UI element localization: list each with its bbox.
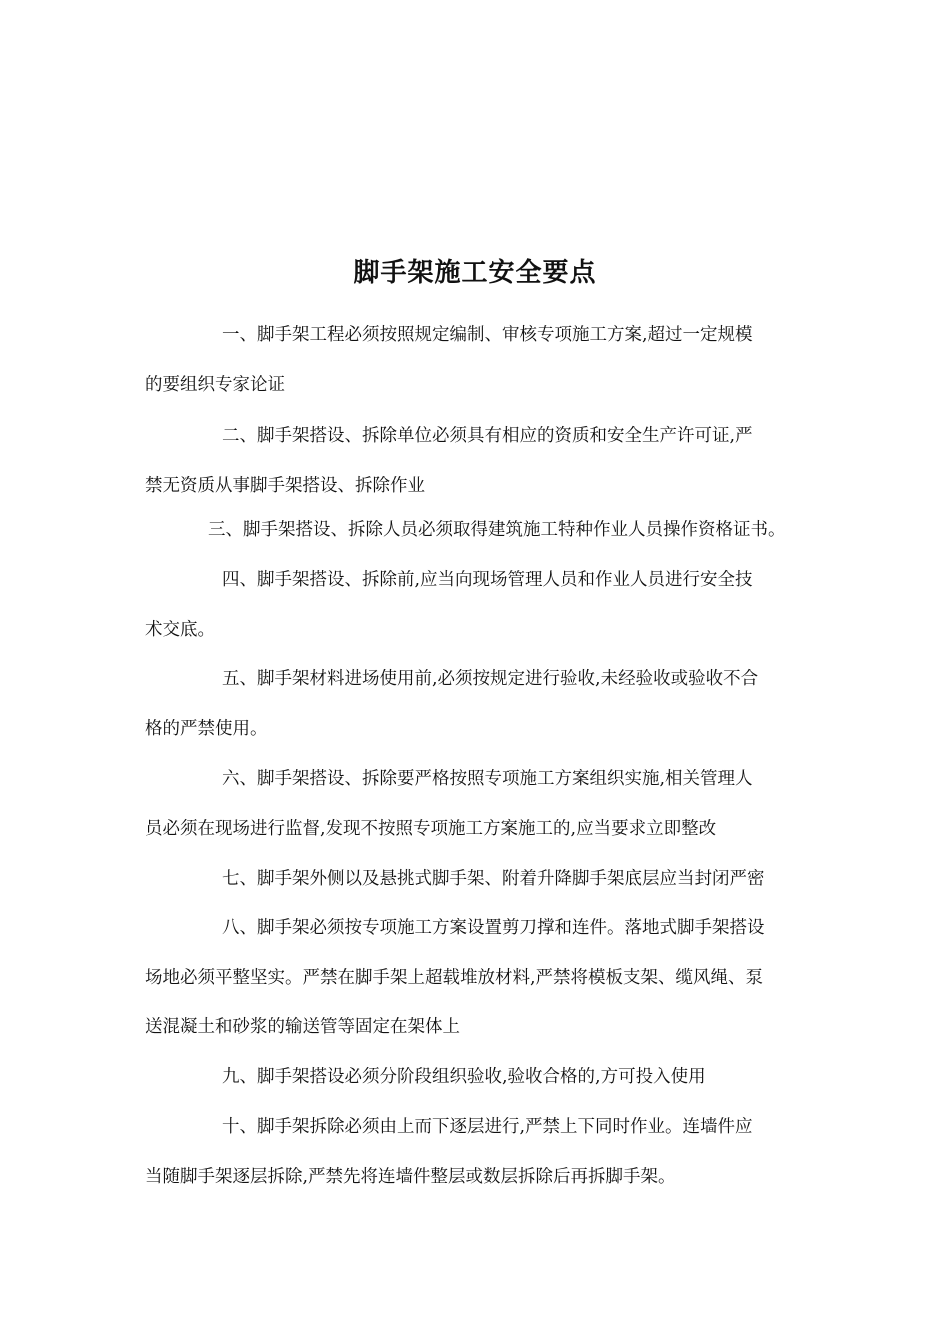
item-1-line-2: 的要组织专家论证 [145, 375, 285, 395]
item-6-line-1: 六、脚手架搭设、拆除要严格按照专项施工方案组织实施,相关管理人 [222, 769, 753, 789]
item-1-line-1: 一、脚手架工程必须按照规定编制、审核专项施工方案,超过一定规模 [222, 325, 753, 345]
item-10-line-1: 十、脚手架拆除必须由上而下逐层进行,严禁上下同时作业。连墙件应 [222, 1117, 753, 1137]
item-5-line-1: 五、脚手架材料进场使用前,必须按规定进行验收,未经验收或验收不合 [222, 669, 759, 689]
document-title: 脚手架施工安全要点 [353, 258, 597, 288]
item-4-line-2: 术交底。 [145, 620, 215, 640]
item-8-line-1: 八、脚手架必须按专项施工方案设置剪刀撑和连件。落地式脚手架搭设 [222, 918, 765, 938]
item-2-line-2: 禁无资质从事脚手架搭设、拆除作业 [145, 476, 425, 496]
item-3-line-1: 三、脚手架搭设、拆除人员必须取得建筑施工特种作业人员操作资格证书。 [208, 520, 786, 540]
item-2-line-1: 二、脚手架搭设、拆除单位必须具有相应的资质和安全生产许可证,严 [222, 426, 753, 446]
item-7-line-1: 七、脚手架外侧以及悬挑式脚手架、附着升降脚手架底层应当封闭严密 [222, 869, 765, 889]
item-8-line-3: 送混凝土和砂浆的输送管等固定在架体上 [145, 1017, 460, 1037]
item-8-line-2: 场地必须平整坚实。严禁在脚手架上超载堆放材料,严禁将模板支架、缆风绳、泵 [145, 968, 764, 988]
item-4-line-1: 四、脚手架搭设、拆除前,应当向现场管理人员和作业人员进行安全技 [222, 570, 753, 590]
item-10-line-2: 当随脚手架逐层拆除,严禁先将连墙件整层或数层拆除后再拆脚手架。 [145, 1167, 676, 1187]
item-5-line-2: 格的严禁使用。 [145, 719, 268, 739]
item-6-line-2: 员必须在现场进行监督,发现不按照专项施工方案施工的,应当要求立即整改 [145, 819, 717, 839]
item-9-line-1: 九、脚手架搭设必须分阶段组织验收,验收合格的,方可投入使用 [222, 1067, 706, 1087]
